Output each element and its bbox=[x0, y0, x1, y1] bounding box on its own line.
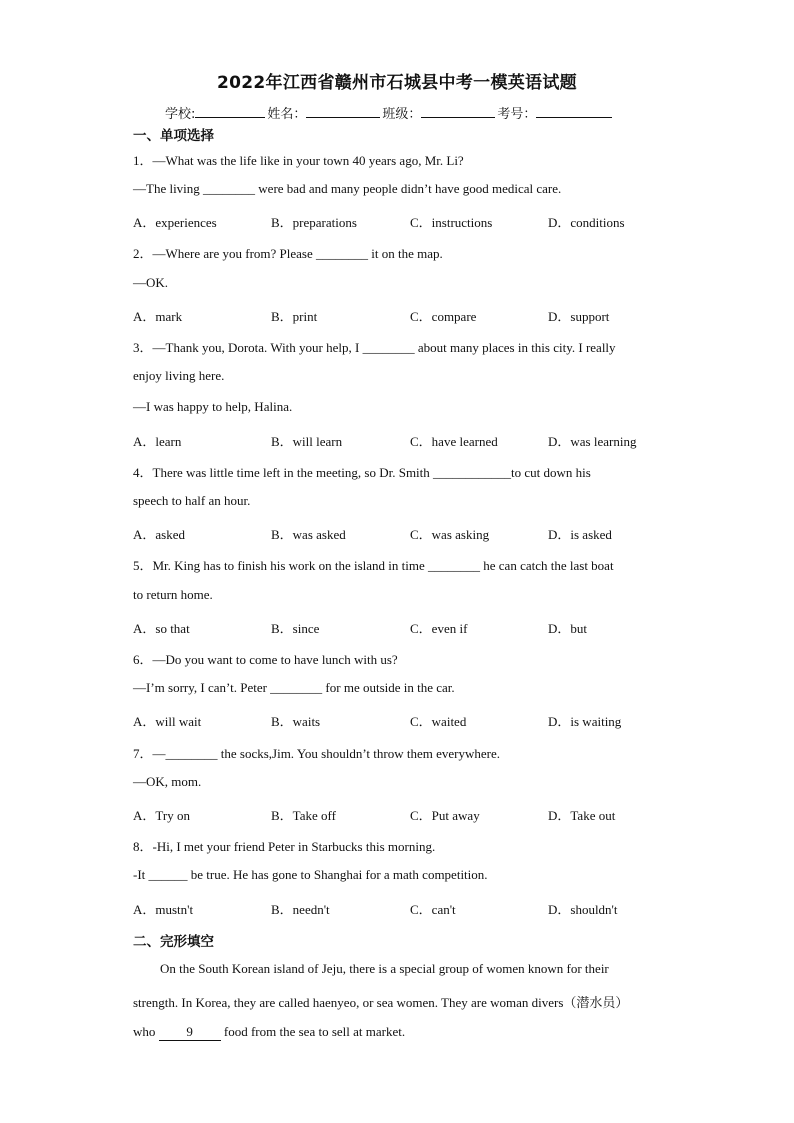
question-8-option-a[interactable]: A．mustn't bbox=[133, 902, 194, 917]
question-2-option-c[interactable]: C．compare bbox=[410, 309, 477, 324]
question-3-option-c[interactable]: C．have learned bbox=[410, 434, 498, 449]
exam-number-field[interactable] bbox=[536, 105, 612, 118]
question-6-option-d[interactable]: D．is waiting bbox=[548, 714, 622, 729]
question-1-option-c[interactable]: C．instructions bbox=[410, 215, 493, 230]
section-heading-multiple-choice: 一、单项选择 bbox=[133, 128, 214, 144]
question-8-line-1: 8．-Hi, I met your friend Peter in Starbucks this morning. bbox=[133, 839, 436, 854]
question-5-option-b[interactable]: B．since bbox=[271, 621, 320, 636]
class-field[interactable] bbox=[421, 105, 495, 118]
section-heading-cloze: 二、完形填空 bbox=[133, 934, 214, 950]
question-8-line-2: -It ______ be true. He has gone to Shanghai for a math competition. bbox=[133, 867, 488, 882]
question-2-option-d[interactable]: D．support bbox=[548, 309, 610, 324]
question-1-option-b[interactable]: B．preparations bbox=[271, 215, 357, 230]
question-3-option-d[interactable]: D．was learning bbox=[548, 434, 637, 449]
question-6-line-1: 6．—Do you want to come to have lunch with us? bbox=[133, 652, 398, 667]
question-5-options bbox=[133, 618, 693, 636]
question-2-option-b[interactable]: B．print bbox=[271, 309, 318, 324]
question-4-options bbox=[133, 524, 693, 542]
question-7-line-2: —OK, mom. bbox=[133, 774, 202, 789]
question-2-line-2: —OK. bbox=[133, 275, 169, 290]
question-4-option-a[interactable]: A．asked bbox=[133, 527, 185, 542]
question-5-line-1: 5．Mr. King has to finish his work on the island in time ________ he can catch the last boat bbox=[133, 558, 614, 573]
question-8-option-b[interactable]: B．needn't bbox=[271, 902, 330, 917]
question-3-line-2: enjoy living here. bbox=[133, 368, 225, 383]
question-3-line-3: —I was happy to help, Halina. bbox=[133, 399, 293, 414]
question-2-line-1: 2．—Where are you from? Please ________ it on the map. bbox=[133, 246, 443, 261]
question-3-options bbox=[133, 431, 693, 449]
question-3-option-b[interactable]: B．will learn bbox=[271, 434, 343, 449]
question-4-option-d[interactable]: D．is asked bbox=[548, 527, 612, 542]
question-7-line-1: 7．—________ the socks,Jim. You shouldn’t throw them everywhere. bbox=[133, 746, 500, 761]
question-1-option-a[interactable]: A．experiences bbox=[133, 215, 217, 230]
question-1-line-2: —The living ________ were bad and many people didn’t have good medical care. bbox=[133, 181, 562, 196]
question-7-options bbox=[133, 805, 693, 823]
cloze-blank-9[interactable]: 9 bbox=[159, 1024, 221, 1041]
question-7-option-c[interactable]: C．Put away bbox=[410, 808, 480, 823]
question-8-options bbox=[133, 899, 693, 917]
question-4-line-2: speech to half an hour. bbox=[133, 493, 251, 508]
question-8-option-c[interactable]: C．can't bbox=[410, 902, 456, 917]
question-3-line-1: 3．—Thank you, Dorota. With your help, I ________ about many places in this city. I really bbox=[133, 340, 616, 355]
student-info-line bbox=[165, 103, 614, 122]
question-5-line-2: to return home. bbox=[133, 587, 213, 602]
passage-line-2: strength. In Korea, they are called haenyeo, or sea women. They are woman divers（潜水员） bbox=[133, 995, 629, 1010]
class-label: 班级： bbox=[382, 107, 422, 122]
school-field[interactable] bbox=[195, 105, 265, 118]
question-4-option-b[interactable]: B．was asked bbox=[271, 527, 346, 542]
page-title: 2022年江西省赣州市石城县中考一模英语试题 bbox=[217, 73, 577, 93]
question-7-option-b[interactable]: B．Take off bbox=[271, 808, 336, 823]
question-4-line-1: 4．There was little time left in the meeting, so Dr. Smith ____________to cut down his bbox=[133, 465, 591, 480]
name-field[interactable] bbox=[306, 105, 380, 118]
question-3-option-a[interactable]: A．learn bbox=[133, 434, 182, 449]
passage-line-3 bbox=[133, 1024, 405, 1041]
question-7-option-a[interactable]: A．Try on bbox=[133, 808, 190, 823]
question-1-option-d[interactable]: D．conditions bbox=[548, 215, 625, 230]
question-6-option-b[interactable]: B．waits bbox=[271, 714, 321, 729]
question-2-option-a[interactable]: A．mark bbox=[133, 309, 183, 324]
passage-line-3-start: who bbox=[133, 1024, 159, 1039]
question-6-line-2: —I’m sorry, I can’t. Peter ________ for me outside in the car. bbox=[133, 680, 455, 695]
question-6-options bbox=[133, 711, 693, 729]
question-6-option-a[interactable]: A．will wait bbox=[133, 714, 202, 729]
question-8-option-d[interactable]: D．shouldn't bbox=[548, 902, 618, 917]
question-7-option-d[interactable]: D．Take out bbox=[548, 808, 616, 823]
question-1-line-1: 1．—What was the life like in your town 40 years ago, Mr. Li? bbox=[133, 153, 464, 168]
passage-line-3-end: food from the sea to sell at market. bbox=[220, 1024, 406, 1039]
passage-line-1: On the South Korean island of Jeju, there is a special group of women known for their bbox=[160, 961, 609, 976]
question-2-options bbox=[133, 306, 693, 324]
school-label: 学校: bbox=[165, 107, 196, 122]
question-4-option-c[interactable]: C．was asking bbox=[410, 527, 490, 542]
question-6-option-c[interactable]: C．waited bbox=[410, 714, 467, 729]
question-1-options bbox=[133, 212, 693, 230]
question-5-option-a[interactable]: A．so that bbox=[133, 621, 190, 636]
question-5-option-d[interactable]: D．but bbox=[548, 621, 588, 636]
exam-number-label: 考号： bbox=[497, 107, 537, 122]
name-label: 姓名： bbox=[267, 107, 307, 122]
question-5-option-c[interactable]: C．even if bbox=[410, 621, 468, 636]
